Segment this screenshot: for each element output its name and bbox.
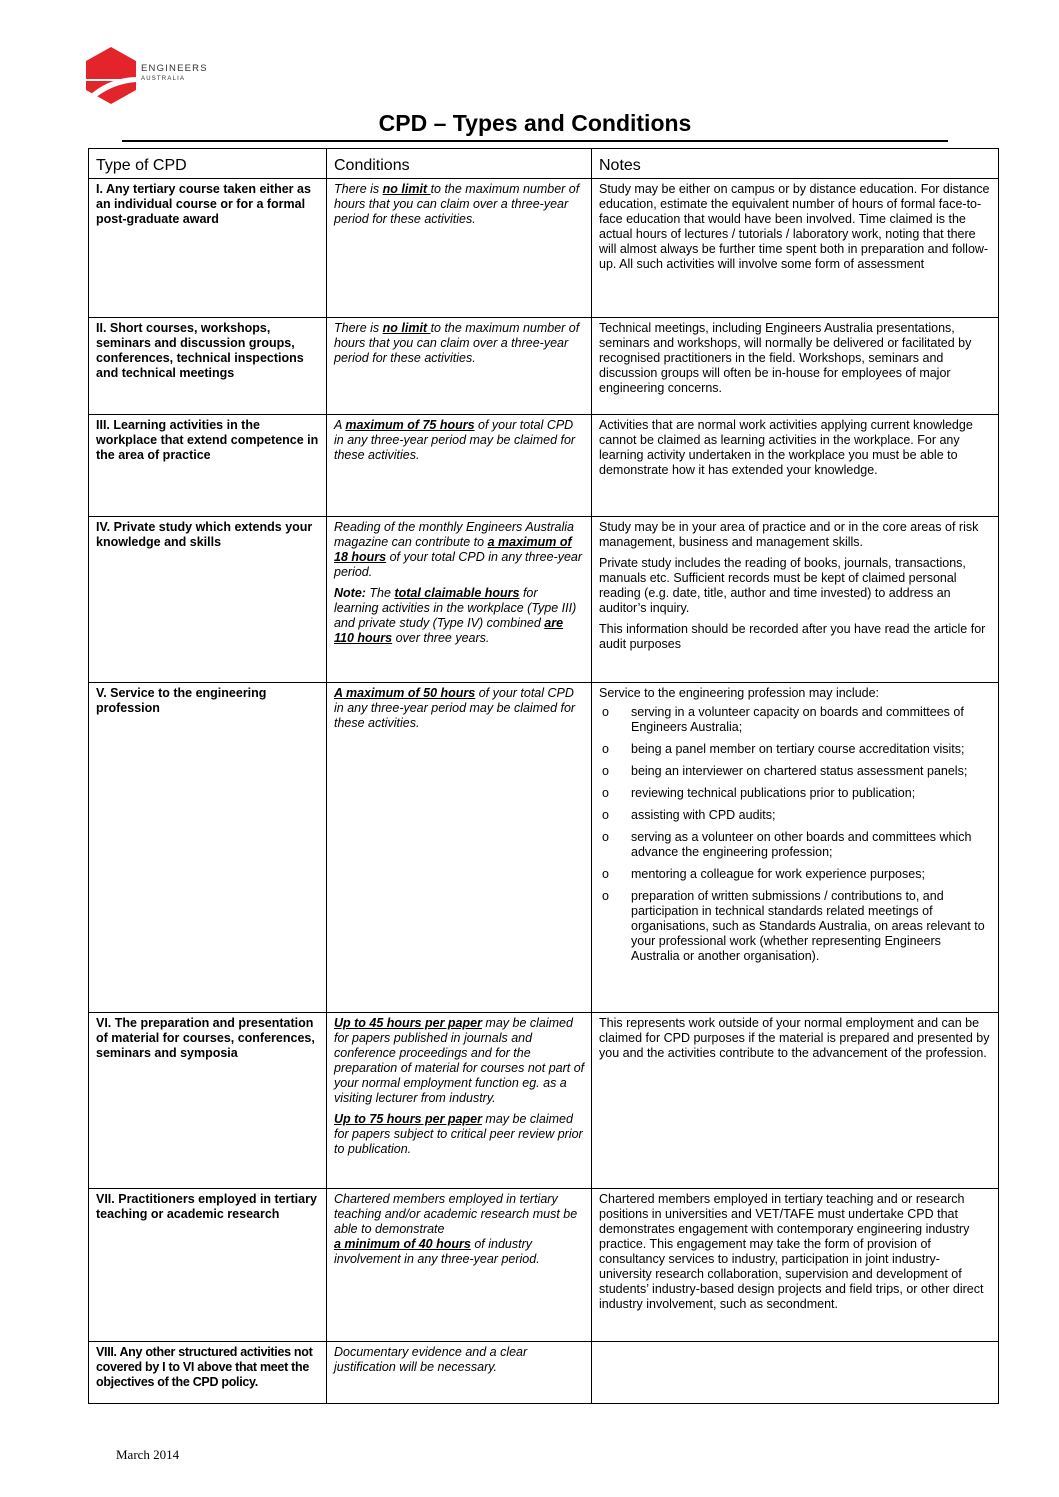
table-row bbox=[89, 1013, 999, 1189]
cond-emphasis: maximum of 75 hours bbox=[345, 418, 475, 432]
cond-text: of your total CPD in any three-year period. bbox=[334, 550, 583, 579]
list-item: o serving in a volunteer capacity on boards and committees of Engineers Australia; bbox=[599, 705, 992, 735]
logo-line2: AUSTRALIA bbox=[141, 76, 186, 82]
type-cell: IV. Private study which extends your knowledge and skills bbox=[89, 517, 327, 683]
header-conditions: Conditions bbox=[327, 149, 592, 179]
cond-text: Chartered members employed in tertiary teaching and/or academic research must be able to demonstrate bbox=[334, 1192, 578, 1236]
cond-text: may be claimed for papers published in journals and conference proceedings and for the preparation of material for courses not part of your normal employment function eg. as a visiting lecturer from industry. bbox=[334, 1016, 585, 1105]
table-row bbox=[89, 683, 999, 1013]
cond-text: Reading of the monthly Engineers Australia magazine can contribute to bbox=[334, 520, 574, 549]
notes-paragraph: Study may be in your area of practice and or in the core areas of risk management, business and management skills. bbox=[599, 520, 979, 549]
cond-text: may be claimed for papers subject to critical peer review prior to publication. bbox=[334, 1112, 583, 1156]
footer-date: March 2014 bbox=[116, 1447, 180, 1462]
type-cell: III. Learning activities in the workplace that extend competence in the area of practice bbox=[89, 415, 327, 517]
notes-cell bbox=[592, 1342, 999, 1404]
list-item: o assisting with CPD audits; bbox=[599, 808, 992, 823]
cond-text: of your total CPD in any three-year period may be claimed for these activities. bbox=[334, 418, 576, 462]
logo-text bbox=[141, 64, 208, 84]
cond-emphasis: Up to 75 hours per paper bbox=[334, 1112, 482, 1126]
service-list bbox=[599, 705, 992, 964]
type-cell: V. Service to the engineering profession bbox=[89, 683, 327, 1013]
cond-text: The bbox=[365, 586, 395, 600]
table-row bbox=[89, 179, 999, 318]
page-title: CPD – Types and Conditions bbox=[378, 110, 692, 136]
conditions-cell bbox=[327, 179, 592, 318]
header-notes: Notes bbox=[592, 149, 999, 179]
cond-emphasis: A maximum of 50 hours bbox=[334, 686, 476, 700]
table-row bbox=[89, 415, 999, 517]
note-label: Note: bbox=[334, 586, 366, 600]
notes-cell: This represents work outside of your normal employment and can be claimed for CPD purposes if the material is prepared and presented by you and the activities contribute to the advancement of the profession. bbox=[592, 1013, 999, 1189]
logo-line1: ENGINEERS bbox=[141, 63, 208, 74]
conditions-cell: Documentary evidence and a clear justification will be necessary. bbox=[327, 1342, 592, 1404]
cond-text: to the maximum number of hours that you can claim over a three-year period for these activities. bbox=[334, 321, 580, 365]
conditions-cell bbox=[327, 1013, 592, 1189]
conditions-cell bbox=[327, 318, 592, 415]
cond-text: There is bbox=[334, 182, 383, 196]
list-item: o being an interviewer on chartered status assessment panels; bbox=[599, 764, 992, 779]
notes-cell: Activities that are normal work activities applying current knowledge cannot be claimed as learning activities in the workplace. For any learning activity undertaken in the workplace you must be able to demonstrate how it has extended your knowledge. bbox=[592, 415, 999, 517]
cond-paragraph bbox=[334, 1016, 585, 1106]
cond-paragraph bbox=[334, 1112, 585, 1157]
notes-cell: Chartered members employed in tertiary teaching and or research positions in universities and VET/TAFE must undertake CPD that demonstrates engagement with contemporary engineering industry practice. This engagement may take the form of provision of consultancy services to industry, participation in joint industry-university research collaboration, supervision and development of students’ industry-based design projects and field trips, or other direct industry involvement, such as secondment. bbox=[592, 1189, 999, 1342]
cond-text: There is bbox=[334, 321, 383, 335]
type-cell: II. Short courses, workshops, seminars and discussion groups, conferences, technical inspections and technical meetings bbox=[89, 318, 327, 415]
cond-emphasis: are 110 hours bbox=[334, 616, 564, 645]
table-row bbox=[89, 318, 999, 415]
notes-cell bbox=[592, 683, 999, 1013]
cond-emphasis: total claimable hours bbox=[394, 586, 520, 600]
notes-cell bbox=[592, 517, 999, 683]
cond-text: to the maximum number of hours that you can claim over a three-year period for these activities. bbox=[334, 182, 580, 226]
conditions-cell bbox=[327, 1189, 592, 1342]
conditions-cell bbox=[327, 517, 592, 683]
cond-paragraph bbox=[334, 520, 585, 580]
cond-text: A bbox=[334, 418, 346, 432]
cond-note-paragraph bbox=[334, 586, 585, 646]
cond-emphasis: a minimum of 40 hours bbox=[334, 1237, 471, 1251]
type-cell: VI. The preparation and presentation of material for courses, conferences, seminars and symposia bbox=[89, 1013, 327, 1189]
cond-text: of industry involvement in any three-year period. bbox=[334, 1237, 540, 1266]
cond-emphasis: no limit bbox=[382, 182, 431, 196]
cond-text: for learning activities in the workplace (Type III) and private study (Type IV) combined bbox=[334, 586, 577, 630]
cpd-table bbox=[88, 148, 999, 1404]
table-row bbox=[89, 1342, 999, 1404]
table-header-row bbox=[89, 149, 999, 179]
list-item: o reviewing technical publications prior to publication; bbox=[599, 786, 992, 801]
cond-emphasis: a maximum of 18 hours bbox=[334, 535, 572, 564]
header-type: Type of CPD bbox=[89, 149, 327, 179]
notes-paragraph: Private study includes the reading of books, journals, transactions, manuals etc. Sufficient records must be kept of claimed personal reading (e.g. date, title, author and time invested) to address an auditor’s inquiry. bbox=[599, 556, 966, 615]
list-item: o preparation of written submissions / contributions to, and participation in technical standards related meetings of organisations, such as Standards Australia, on areas relevant to your professional work (whether representing Engineers Australia or another organisation). bbox=[599, 889, 992, 964]
list-item: o mentoring a colleague for work experience purposes; bbox=[599, 867, 992, 882]
table-row bbox=[89, 517, 999, 683]
conditions-cell bbox=[327, 415, 592, 517]
notes-intro: Service to the engineering profession may include: bbox=[599, 686, 880, 700]
table-row bbox=[89, 1189, 999, 1342]
list-item: o being a panel member on tertiary course accreditation visits; bbox=[599, 742, 992, 757]
cond-text: over three years. bbox=[392, 631, 490, 645]
cond-text: of your total CPD in any three-year period may be claimed for these activities. bbox=[334, 686, 576, 730]
cond-emphasis: Up to 45 hours per paper bbox=[334, 1016, 482, 1030]
notes-cell: Study may be either on campus or by distance education. For distance education, estimate the equivalent number of hours of formal face-to-face education that would have been involved. Time claimed is the actual hours of lectures / tutorials / laboratory work, noting that there will almost always be further time spent both in preparation and follow-up. All such activities will involve some form of assessment bbox=[592, 179, 999, 318]
notes-cell: Technical meetings, including Engineers Australia presentations, seminars and workshops, will normally be delivered or facilitated by recognised practitioners in the field. Workshops, seminars and discussion groups will often be in-house for employees of major engineering concerns. bbox=[592, 318, 999, 415]
title-rule bbox=[122, 140, 948, 142]
conditions-cell bbox=[327, 683, 592, 1013]
notes-paragraph: This information should be recorded after you have read the article for audit purposes bbox=[599, 622, 986, 651]
type-cell: VII. Practitioners employed in tertiary teaching or academic research bbox=[89, 1189, 327, 1342]
cond-emphasis: no limit bbox=[382, 321, 431, 335]
type-cell: I. Any tertiary course taken either as an individual course or for a formal post-graduate award bbox=[89, 179, 327, 318]
type-cell: VIII. Any other structured activities not covered by I to VI above that meet the objectives of the CPD policy. bbox=[89, 1342, 327, 1404]
list-item: o serving as a volunteer on other boards and committees which advance the engineering profession; bbox=[599, 830, 992, 860]
